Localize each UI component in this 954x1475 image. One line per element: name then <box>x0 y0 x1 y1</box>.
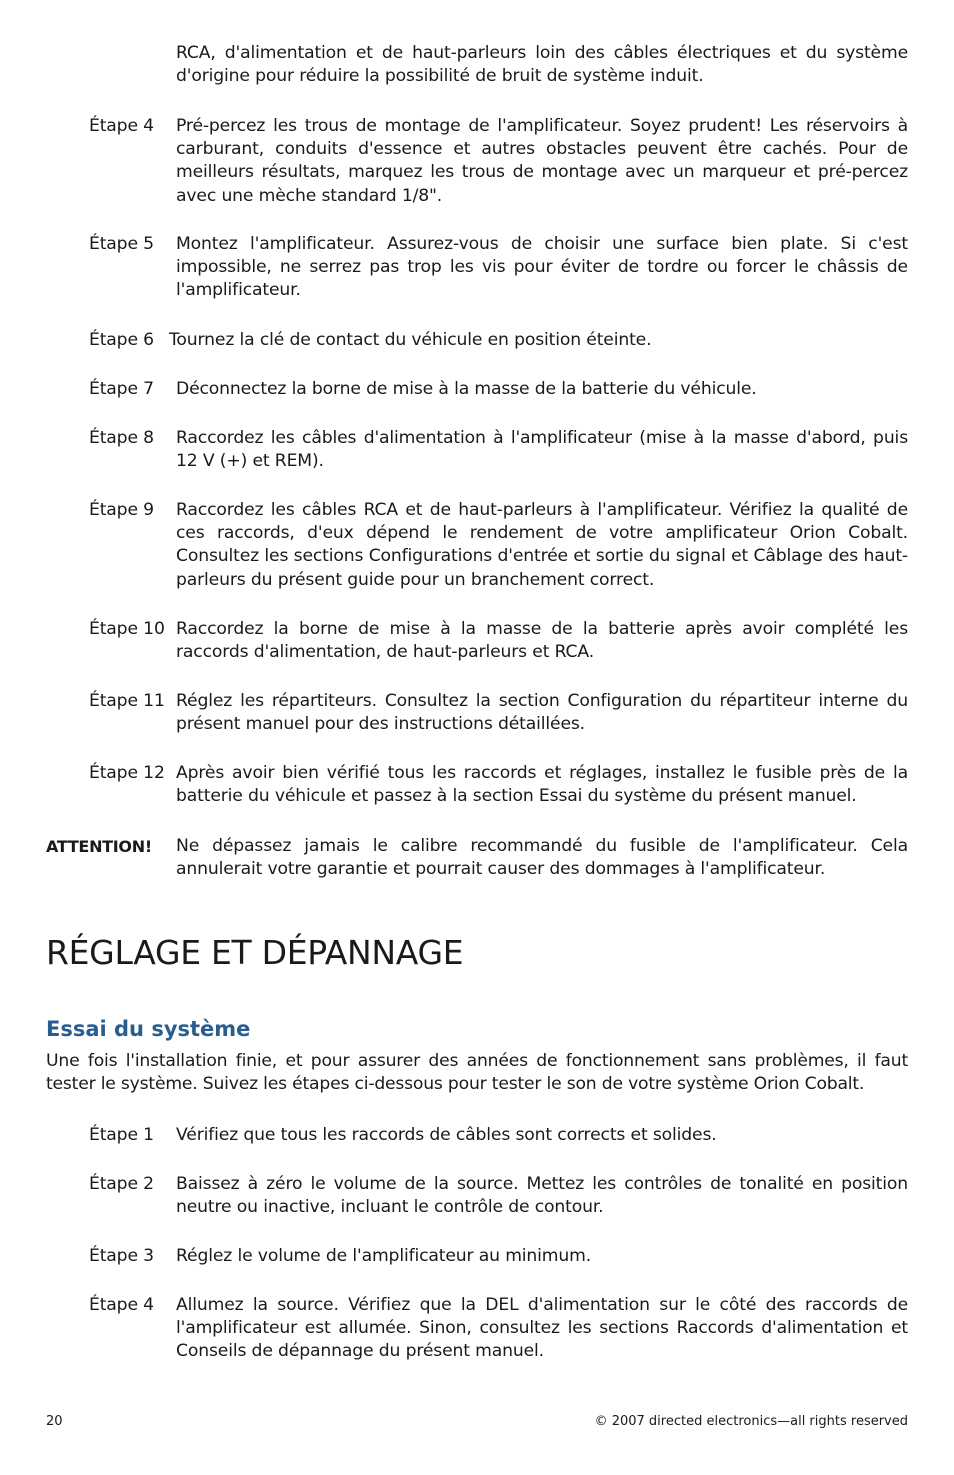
step-text: Réglez les répartiteurs. Consultez la section Configuration du répartiteur interne du présent manuel pour des instructions détaillées. <box>176 691 908 735</box>
step-label: Étape 5 <box>89 234 154 254</box>
test-step-1 <box>89 1124 908 1147</box>
step-text: Vérifiez que tous les raccords de câbles sont corrects et solides. <box>176 1125 717 1145</box>
step-label: Étape 12 <box>89 763 165 783</box>
step-text: Raccordez les câbles d'alimentation à l'amplificateur (mise à la masse d'abord, puis 12 V (+) et REM). <box>176 428 908 472</box>
step-label: Étape 10 <box>89 619 165 639</box>
install-step-12 <box>89 762 908 808</box>
subsection-title: Essai du système <box>46 1017 251 1041</box>
install-step-4 <box>89 115 908 208</box>
step-text: Raccordez les câbles RCA et de haut-parleurs à l'amplificateur. Vérifiez la qualité de ces raccords, d'eux dépend le rendement de votre amplificateur Orion Cobalt. Consultez les sections Configurations d'entrée et sortie du signal et Câblage des haut-parleurs du présent guide pour un branchement correct. <box>176 500 908 590</box>
install-step-7 <box>89 378 908 401</box>
section-title: RÉGLAGE ET DÉPANNAGE <box>46 933 464 972</box>
step-label: Étape 7 <box>89 379 154 399</box>
step-text: Déconnectez la borne de mise à la masse de la batterie du véhicule. <box>176 379 757 399</box>
step-text: Pré-percez les trous de montage de l'amplificateur. Soyez prudent! Les réservoirs à carburant, conduits d'essence et autres obstacles peuvent être cachés. Pour de meilleurs résultats, marquez les trous de montage avec un marqueur et pré-percez avec une mèche standard 1/8". <box>176 116 908 206</box>
install-step-5 <box>89 233 908 303</box>
step-label: Étape 4 <box>89 116 154 136</box>
continuation-paragraph <box>176 42 908 88</box>
install-step-8 <box>89 427 908 473</box>
step-label: Étape 3 <box>89 1246 154 1266</box>
copyright-notice: © 2007 directed electronics—all rights reserved <box>594 1414 908 1429</box>
continuation-text: RCA, d'alimentation et de haut-parleurs loin des câbles électriques et du système d'origine pour réduire la possibilité de bruit de système induit. <box>176 43 908 87</box>
install-step-6 <box>89 329 908 352</box>
intro-paragraph <box>46 1050 908 1096</box>
step-label: Étape 6 <box>89 330 154 350</box>
test-step-2 <box>89 1173 908 1219</box>
test-step-3 <box>89 1245 908 1268</box>
test-step-4 <box>89 1294 908 1364</box>
step-text: Tournez la clé de contact du véhicule en position éteinte. <box>169 330 652 350</box>
install-step-11 <box>89 690 908 736</box>
warning-note <box>46 835 908 881</box>
step-label: Étape 1 <box>89 1125 154 1145</box>
step-label: Étape 11 <box>89 691 165 711</box>
step-label: Étape 2 <box>89 1174 154 1194</box>
step-text: Montez l'amplificateur. Assurez-vous de choisir une surface bien plate. Si c'est impossible, ne serrez pas trop les vis pour éviter de tordre ou forcer le châssis de l'amplificateur. <box>176 234 908 301</box>
step-text: Raccordez la borne de mise à la masse de la batterie après avoir complété les raccords d'alimentation, de haut-parleurs et RCA. <box>176 619 908 663</box>
install-step-9 <box>89 499 908 592</box>
step-label: Étape 8 <box>89 428 154 448</box>
step-text: Après avoir bien vérifié tous les raccords et réglages, installez le fusible près de la batterie du véhicule et passez à la section Essai du système du présent manuel. <box>176 763 908 807</box>
intro-text: Une fois l'installation finie, et pour assurer des années de fonctionnement sans problèmes, il faut tester le système. Suivez les étapes ci-dessous pour tester le son de votre système Orion Cobalt. <box>46 1051 908 1095</box>
page-number: 20 <box>46 1414 63 1429</box>
warning-label: ATTENTION! <box>46 837 152 856</box>
warning-text: Ne dépassez jamais le calibre recommandé du fusible de l'amplificateur. Cela annulerait votre garantie et pourrait causer des dommages à l'amplificateur. <box>176 836 908 880</box>
step-label: Étape 4 <box>89 1295 154 1315</box>
step-text: Baissez à zéro le volume de la source. Mettez les contrôles de tonalité en position neutre ou inactive, incluant le contrôle de contour. <box>176 1174 908 1218</box>
step-text: Allumez la source. Vérifiez que la DEL d'alimentation sur le côté des raccords de l'amplificateur est allumée. Sinon, consultez les sections Raccords d'alimentation et Conseils de dépannage du présent manuel. <box>176 1295 908 1362</box>
step-label: Étape 9 <box>89 500 154 520</box>
install-step-10 <box>89 618 908 664</box>
step-text: Réglez le volume de l'amplificateur au minimum. <box>176 1246 592 1266</box>
